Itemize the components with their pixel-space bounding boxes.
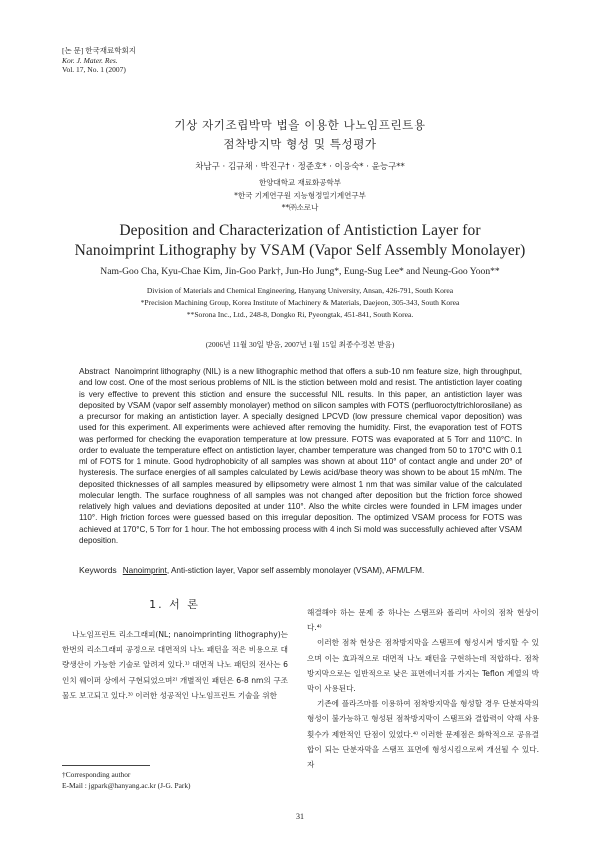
header-journal-abbrev: Kor. J. Mater. Res. [62,55,118,65]
keywords-rest: , Anti-stiction layer, Vapor self assembly monolayer (VSAM), AFM/LFM. [166,566,425,575]
footnote [62,770,191,791]
english-affiliation-2: *Precision Machining Group, Korea Institute of Machinery & Materials, Daejeon, 305-343, South Korea [140,298,460,307]
english-title-line2: Nanoimprint Lithography by VSAM (Vapor Self Assembly Monolayer) [74,242,526,259]
right-paragraph-1: 해결해야 하는 문제 중 하나는 스탬프와 폴리머 사이의 점착 현상이다.⁴⁾ [307,608,539,633]
right-paragraph-3: 기존에 플라즈마를 이용하여 점착방지막을 형성할 경우 단분자막의 형성이 불가능하고 형성된 점착방지막이 스탬프와 결합력이 약해 사용횟수가 제한적인 단점이 있었다.⁴⁾ 이러한 문제점은 화학적으로 공유결합이 되는 단분자막을 스탬프 표면에 형성시킴으로써 개선될 수 있다. 자 [307,699,539,770]
footnote-divider [62,765,150,766]
korean-affiliation-1: 한양대학교 재료화공학부 [258,178,342,187]
keywords [79,565,539,575]
footnote-corresponding: †Corresponding author [62,770,131,779]
korean-title-line2: 점착방지막 형성 및 특성평가 [223,137,377,151]
korean-affiliation-2: *한국 기계연구원 지능형정밀기계연구부 [234,191,366,200]
korean-authors: 차남구 · 김규채 · 박진구† · 정준호* · 이응숙* · 윤능구** [195,162,405,172]
section-title-introduction: 1. 서 론 [149,598,200,611]
header-volume: Vol. 17, No. 1 (2007) [62,65,126,74]
right-column [307,605,539,772]
keywords-label: Keywords [79,565,117,575]
keyword-nanoimprint: Nanoimprint [122,566,167,575]
abstract [79,366,522,546]
english-affiliation-3: **Sorona Inc., Ltd., 248-8, Dongko Ri, Pyeongtak, 451-841, South Korea. [186,310,414,319]
right-paragraph-2: 이러한 점착 현상은 점착방지막을 스탬프에 형성시켜 방지할 수 있으며 이는 효과적으로 대면적 나노 패턴을 구현하는데 적합하다. 점착방지막으로는 일반적으로 낮은 표면에너지를 가지는 Teflon 계열의 박막이 사용된다. [307,638,539,694]
header-section-label: [논 문] 한국재료학회지 [62,46,136,55]
korean-affiliation-3: **㈜소로나 [281,203,319,212]
left-column [62,627,288,703]
abstract-text: Nanoimprint lithography (NIL) is a new lithographic method that offers a sub-10 nm feature size, high throughput, and low cost. One of the most serious problems of NIL is the stiction between mold and resist. The antistiction layer coating is very effective to prevent this stiction and ensure the successful NIL results. In this paper, an antistiction layer was deposited by VSAM (vapor self assembly monolayer) method on silicon samples with FOTS (perfluoroctyltrichlorosilane) as a precursor for making an antistiction layer. A specially designed LPCVD (low pressure chemical vapor deposition) was used for this experiment. All experiments were achieved after removing the humidity. First, the evaporation test of FOTS was performed for checking the evaporation temperature at low pressure. FOTS was evaporated at 5 Torr and 110°C. In order to evaluate the temperature effect on antistiction layer, chamber temperature was changed from 50 to 170°C with 0.1 ml of FOTS for 1 minute. Good hydrophobicity of all samples was shown at about 110° of contact angle and under 20° of hysteresis. The surface energies of all samples calculated by Lewis acid/base theory was shown to be about 15 mN/m. The deposited thicknesses of all samples measured by ellipsometry were almost 1 nm that was similar value of the calculated molecular length. The surface roughness of all samples was not changed after deposition but the friction force showed relatively high values and deviations deposited at under 110°. Also the white circles were founded in LFM images under 110°. High friction forces were guessed based on this irregular deposition. The optimized VSAM process for FOTS was achieved at 170°C, 5 Torr for 1 hour. The hot embossing process with 4 inch Si mold was successfully achieved after VSAM deposition. [79,367,522,545]
received-dates: (2006년 11월 30일 받음, 2007년 1월 15일 최종수정본 받음) [205,340,395,349]
page-number: 31 [296,812,304,821]
journal-header [62,46,136,75]
korean-title-line1: 기상 자기조립박막 법을 이용한 나노임프린트용 [174,118,426,132]
english-authors: Nam-Goo Cha, Kyu-Chae Kim, Jin-Goo Park†, Jun-Ho Jung*, Eung-Sug Lee* and Neung-Goo Yoon** [100,266,500,277]
english-affiliation-1: Division of Materials and Chemical Engineering, Hanyang University, Ansan, 426-791, South Korea [146,286,454,295]
english-title-line1: Deposition and Characterization of Antistiction Layer for [119,222,481,239]
footnote-email: E-Mail : jgpark@hanyang.ac.kr (J-G. Park) [62,780,191,790]
left-paragraph-1: 나노임프린트 리소그래피(NL; nanoimprinting lithography)는 한번의 리소그래피 공정으로 대면적의 나노 패턴을 적은 비용으로 대량생산이 가능한 기술로 알려져 있다.¹⁾ 대면적 나노 패턴의 전사는 6인치 웨이퍼 상에서 구현되었으며²⁾ 개별적인 패턴은 6-8 nm의 구조물도 보고되고 있다.³⁾ 이러한 성공적인 나노임프린트 기술을 위한 [62,630,288,700]
abstract-label: Abstract [79,366,110,376]
